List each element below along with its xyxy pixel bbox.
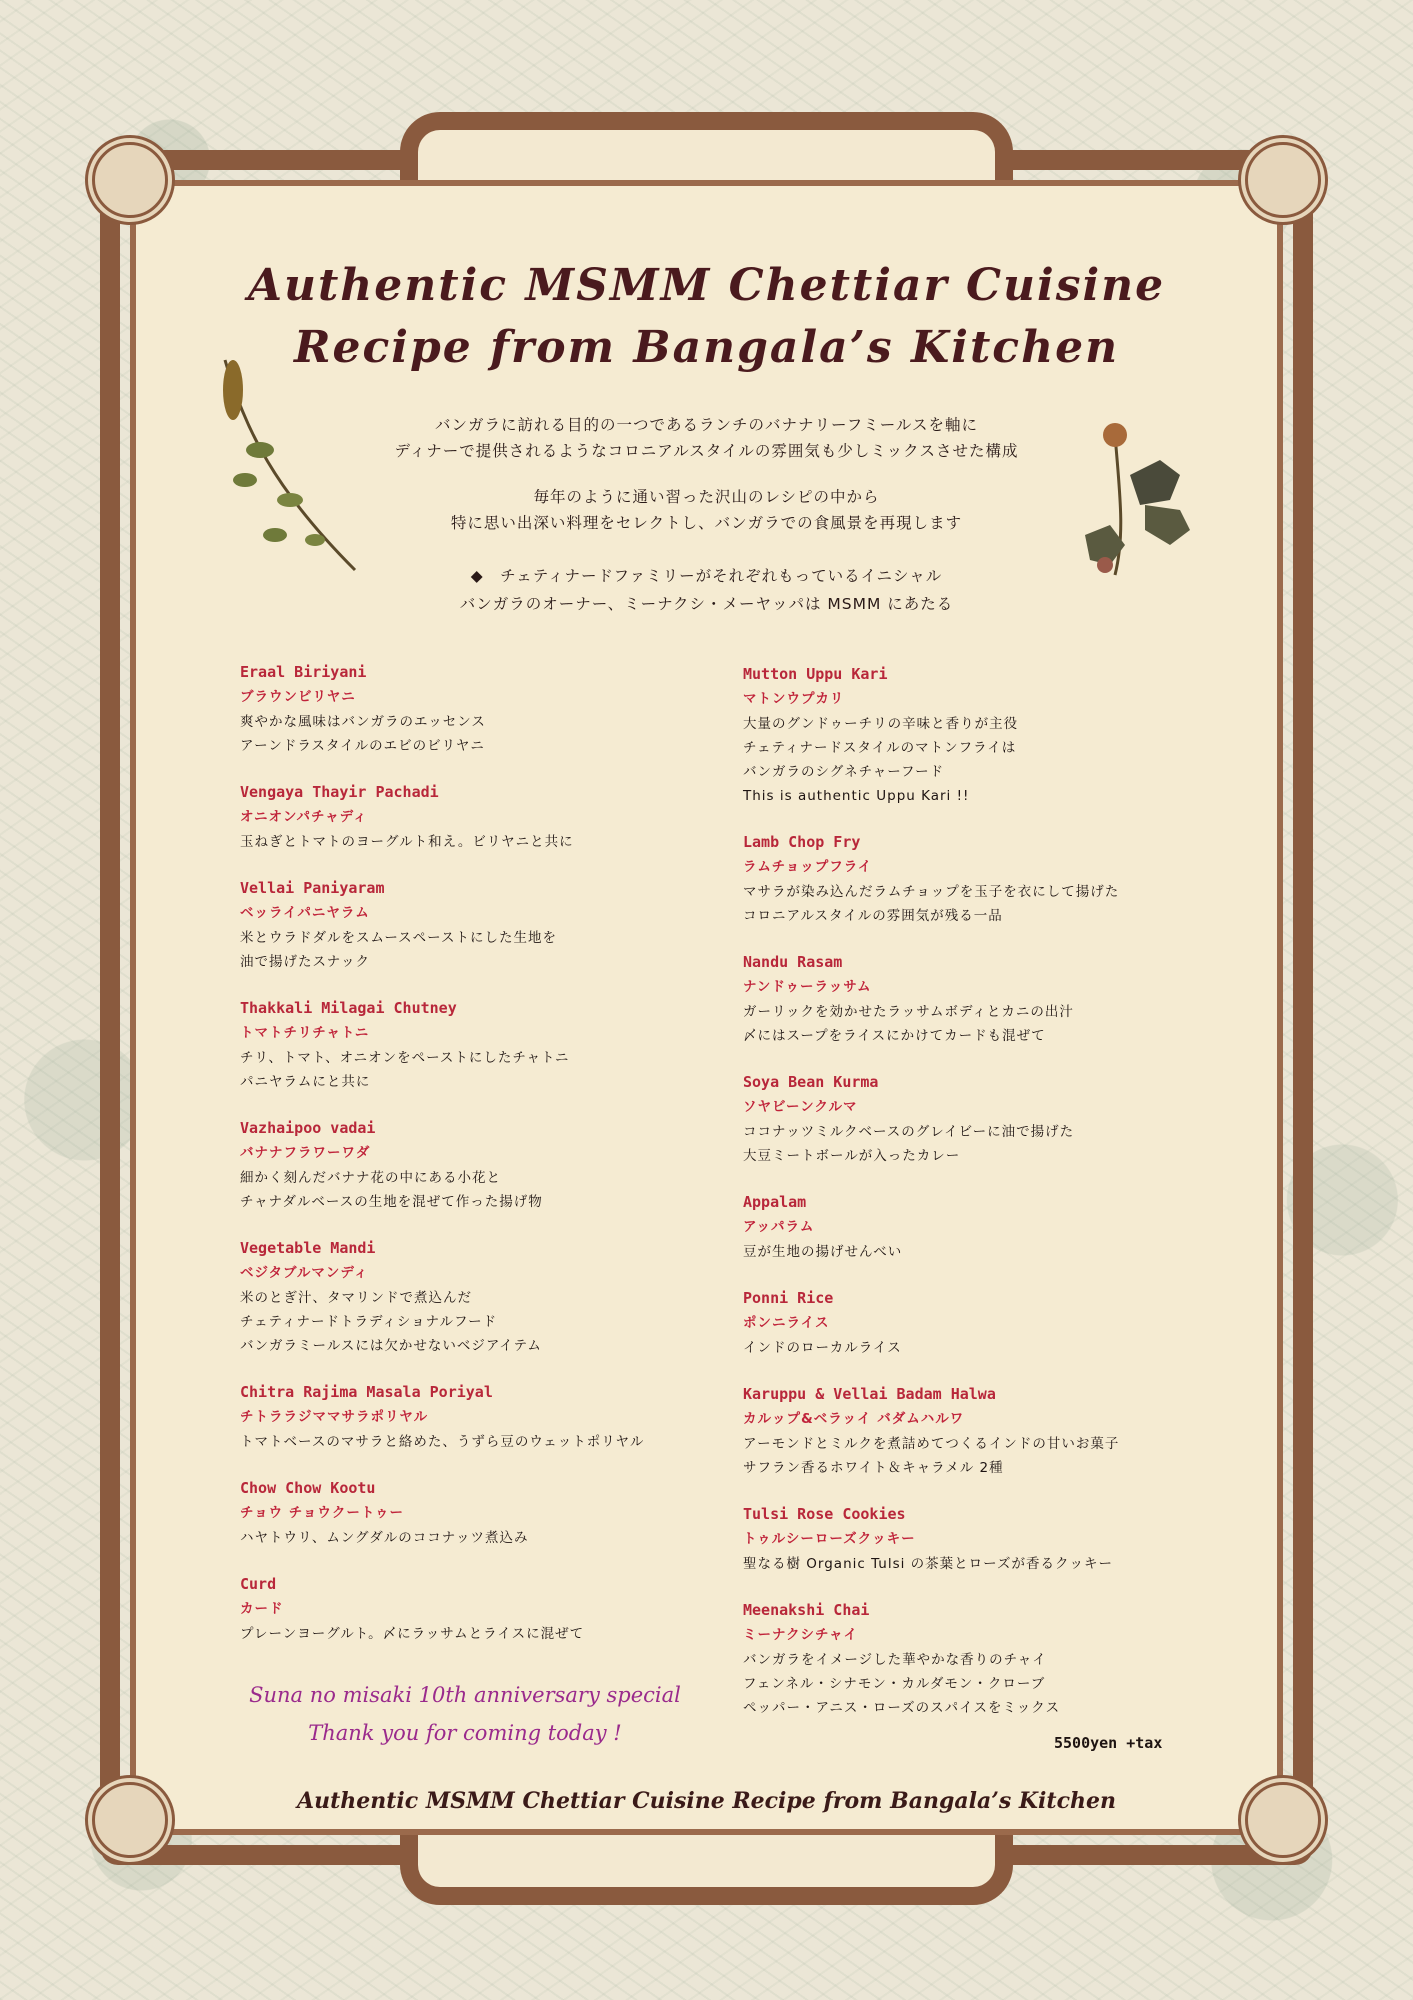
dish-name-jp: チトララジママサラポリヤル <box>240 1409 429 1425</box>
dish-name-en: Thakkali Milagai Chutney <box>240 999 457 1017</box>
dish-name-jp: チョウ チョウクートゥー <box>240 1505 405 1521</box>
dish-name-jp: ベッライパニヤラム <box>240 905 370 921</box>
dish-name-en: Vegetable Mandi <box>240 1239 376 1257</box>
dish-name-en: Curd <box>240 1575 277 1593</box>
anniversary-line-2: Thank you for coming today ! <box>308 1721 622 1745</box>
intro-paragraph-3 <box>0 562 1413 618</box>
ornament-corner-icon <box>85 135 175 225</box>
dish-description: ハヤトウリ、ムングダルのココナッツ煮込み <box>240 1530 529 1546</box>
dish-description: 豆が生地の揚げせんべい <box>743 1244 903 1260</box>
dish-description: 〆にはスープをライスにかけてカードも混ぜて <box>743 1028 1046 1044</box>
menu-item <box>240 1572 740 1646</box>
intro-line: バンガラに訪れる目的の一つであるランチのバナナリーフミールスを軸に <box>435 416 978 434</box>
dish-description: 米のとぎ汁、タマリンドで煮込んだ <box>240 1290 472 1306</box>
dish-description: パニヤラムにと共に <box>240 1074 371 1090</box>
menu-item <box>240 1380 740 1454</box>
dish-name-en: Nandu Rasam <box>743 953 843 971</box>
menu-item <box>240 1476 740 1550</box>
menu-item <box>240 660 740 758</box>
anniversary-message <box>230 1676 700 1752</box>
dish-description: 大量のグンドゥーチリの辛味と香りが主役 <box>743 716 1019 732</box>
menu-item <box>743 1382 1243 1480</box>
menu-item <box>240 1116 740 1214</box>
dish-name-jp: マトンウプカリ <box>743 691 845 707</box>
menu-item <box>743 662 1243 808</box>
menu-item <box>240 876 740 974</box>
dish-description: フェンネル・シナモン・カルダモン・クローブ <box>743 1676 1046 1692</box>
dish-description: バンガラをイメージした華やかな香りのチャイ <box>743 1652 1047 1668</box>
intro-line: 特に思い出深い料理をセレクトし、バンガラでの食風景を再現します <box>450 514 963 532</box>
dish-name-en: Eraal Biriyani <box>240 663 367 681</box>
dish-description: 米とウラドダルをスムースペーストにした生地を <box>240 930 557 946</box>
dish-name-en: Karuppu & Vellai Badam Halwa <box>743 1385 996 1403</box>
dish-name-jp: バナナフラワーワダ <box>240 1145 371 1161</box>
dish-name-jp: ソヤビーンクルマ <box>743 1099 858 1115</box>
footer-title: Authentic MSMM Chettiar Cuisine Recipe from Bangala’s Kitchen <box>297 1788 1116 1814</box>
intro-line: ◆ チェティナードファミリーがそれぞれもっているイニシャル <box>470 567 943 585</box>
dish-description: 細かく刻んだバナナ花の中にある小花と <box>240 1170 501 1186</box>
dish-description: トマトベースのマサラと絡めた、うずら豆のウェットポリヤル <box>240 1434 645 1450</box>
dish-name-en: Vengaya Thayir Pachadi <box>240 783 439 801</box>
top-arch <box>400 112 1013 182</box>
title-line-1: Authentic MSMM Chettiar Cuisine <box>247 260 1166 311</box>
dish-description: This is authentic Uppu Kari !! <box>743 788 970 804</box>
dish-name-en: Tulsi Rose Cookies <box>743 1505 906 1523</box>
menu-item <box>743 1070 1243 1168</box>
intro-line: バンガラのオーナー、ミーナクシ・メーヤッパは MSMM にあたる <box>459 595 954 613</box>
menu-item <box>743 950 1243 1048</box>
dish-description: プレーンヨーグルト。〆にラッサムとライスに混ぜて <box>240 1626 585 1642</box>
dish-name-en: Ponni Rice <box>743 1289 834 1307</box>
dish-description: 油で揚げたスナック <box>240 954 370 970</box>
dish-description: チェティナードスタイルのマトンフライは <box>743 740 1017 756</box>
dish-name-en: Mutton Uppu Kari <box>743 665 888 683</box>
dish-description: ペッパー・アニス・ローズのスパイスをミックス <box>743 1700 1061 1716</box>
dish-name-jp: トマトチリチャトニ <box>240 1025 370 1041</box>
dish-name-jp: オニオンパチャディ <box>240 809 368 825</box>
dish-description: マサラが染み込んだラムチョップを玉子を衣にして揚げた <box>743 884 1120 900</box>
dish-name-jp: トゥルシーローズクッキー <box>743 1531 916 1547</box>
intro-paragraph-1 <box>0 412 1413 464</box>
menu-item <box>240 1236 740 1358</box>
intro-line: 毎年のように通い習った沢山のレシピの中から <box>533 488 880 506</box>
bottom-arch <box>400 1835 1013 1905</box>
herb-sprig-icon <box>205 350 365 580</box>
dish-name-en: Vazhaipoo vadai <box>240 1119 376 1137</box>
dish-description: バンガラのシグネチャーフード <box>743 764 945 780</box>
dish-description: チャナダルベースの生地を混ぜて作った揚げ物 <box>240 1194 543 1210</box>
ornament-corner-icon <box>1238 135 1328 225</box>
dish-description: インドのローカルライス <box>743 1340 902 1356</box>
title-line-2: Recipe from Bangala’s Kitchen <box>293 322 1120 373</box>
dish-description: 玉ねぎとトマトのヨーグルト和え。ビリヤニと共に <box>240 834 574 850</box>
dish-name-jp: ナンドゥーラッサム <box>743 979 872 995</box>
dish-description: 爽やかな風味はバンガラのエッセンス <box>240 714 486 730</box>
menu-column-right <box>743 662 1243 1742</box>
intro-line: ディナーで提供されるようなコロニアルスタイルの雰囲気も少しミックスさせた構成 <box>394 442 1019 460</box>
dish-description: ガーリックを効かせたラッサムボディとカニの出汁 <box>743 1004 1074 1020</box>
price: 5500yen +tax <box>1054 1734 1163 1752</box>
dish-description: コロニアルスタイルの雰囲気が残る一品 <box>743 908 1003 924</box>
dish-description: ココナッツミルクベースのグレイビーに油で揚げた <box>743 1124 1075 1140</box>
menu-item <box>743 1190 1243 1264</box>
dish-name-en: Lamb Chop Fry <box>743 833 861 851</box>
dish-description: アーモンドとミルクを煮詰めてつくるインドの甘いお菓子 <box>743 1436 1120 1452</box>
menu-item <box>240 996 740 1094</box>
dish-name-en: Chitra Rajima Masala Poriyal <box>240 1383 493 1401</box>
dish-name-jp: ブラウンビリヤニ <box>240 689 356 705</box>
menu-item <box>743 1286 1243 1360</box>
dish-name-en: Appalam <box>743 1193 807 1211</box>
menu-item <box>743 1502 1243 1576</box>
anniversary-line-1: Suna no misaki 10th anniversary special <box>249 1683 681 1707</box>
intro-paragraph-2 <box>0 484 1413 536</box>
dish-description: 大豆ミートボールが入ったカレー <box>743 1148 961 1164</box>
dish-name-jp: ポンニライス <box>743 1315 830 1331</box>
dish-description: チェティナードトラディショナルフード <box>240 1314 498 1330</box>
dish-name-en: Meenakshi Chai <box>743 1601 870 1619</box>
dish-description: サフラン香るホワイト＆キャラメル 2種 <box>743 1460 1004 1476</box>
dish-name-jp: ミーナクシチャイ <box>743 1627 859 1643</box>
dish-description: 聖なる樹 Organic Tulsi の茶葉とローズが香るクッキー <box>743 1556 1113 1572</box>
menu-column-left <box>240 660 740 1668</box>
dish-description: アーンドラスタイルのエビのビリヤニ <box>240 738 485 754</box>
menu-item <box>240 780 740 854</box>
dish-description: バンガラミールスには欠かせないベジアイテム <box>240 1338 542 1354</box>
dish-name-en: Vellai Paniyaram <box>240 879 385 897</box>
dish-name-jp: アッパラム <box>743 1219 815 1235</box>
dish-name-en: Soya Bean Kurma <box>743 1073 879 1091</box>
menu-item <box>743 1598 1243 1720</box>
dish-description: チリ、トマト、オニオンをペーストにしたチャトニ <box>240 1050 570 1066</box>
dish-name-jp: カード <box>240 1601 284 1617</box>
dish-name-jp: ラムチョップフライ <box>743 859 873 875</box>
dish-name-jp: カルップ&ベラッイ バダムハルワ <box>743 1411 965 1427</box>
dish-name-jp: ベジタブルマンディ <box>240 1265 369 1281</box>
menu-item <box>743 830 1243 928</box>
dish-name-en: Chow Chow Kootu <box>240 1479 376 1497</box>
